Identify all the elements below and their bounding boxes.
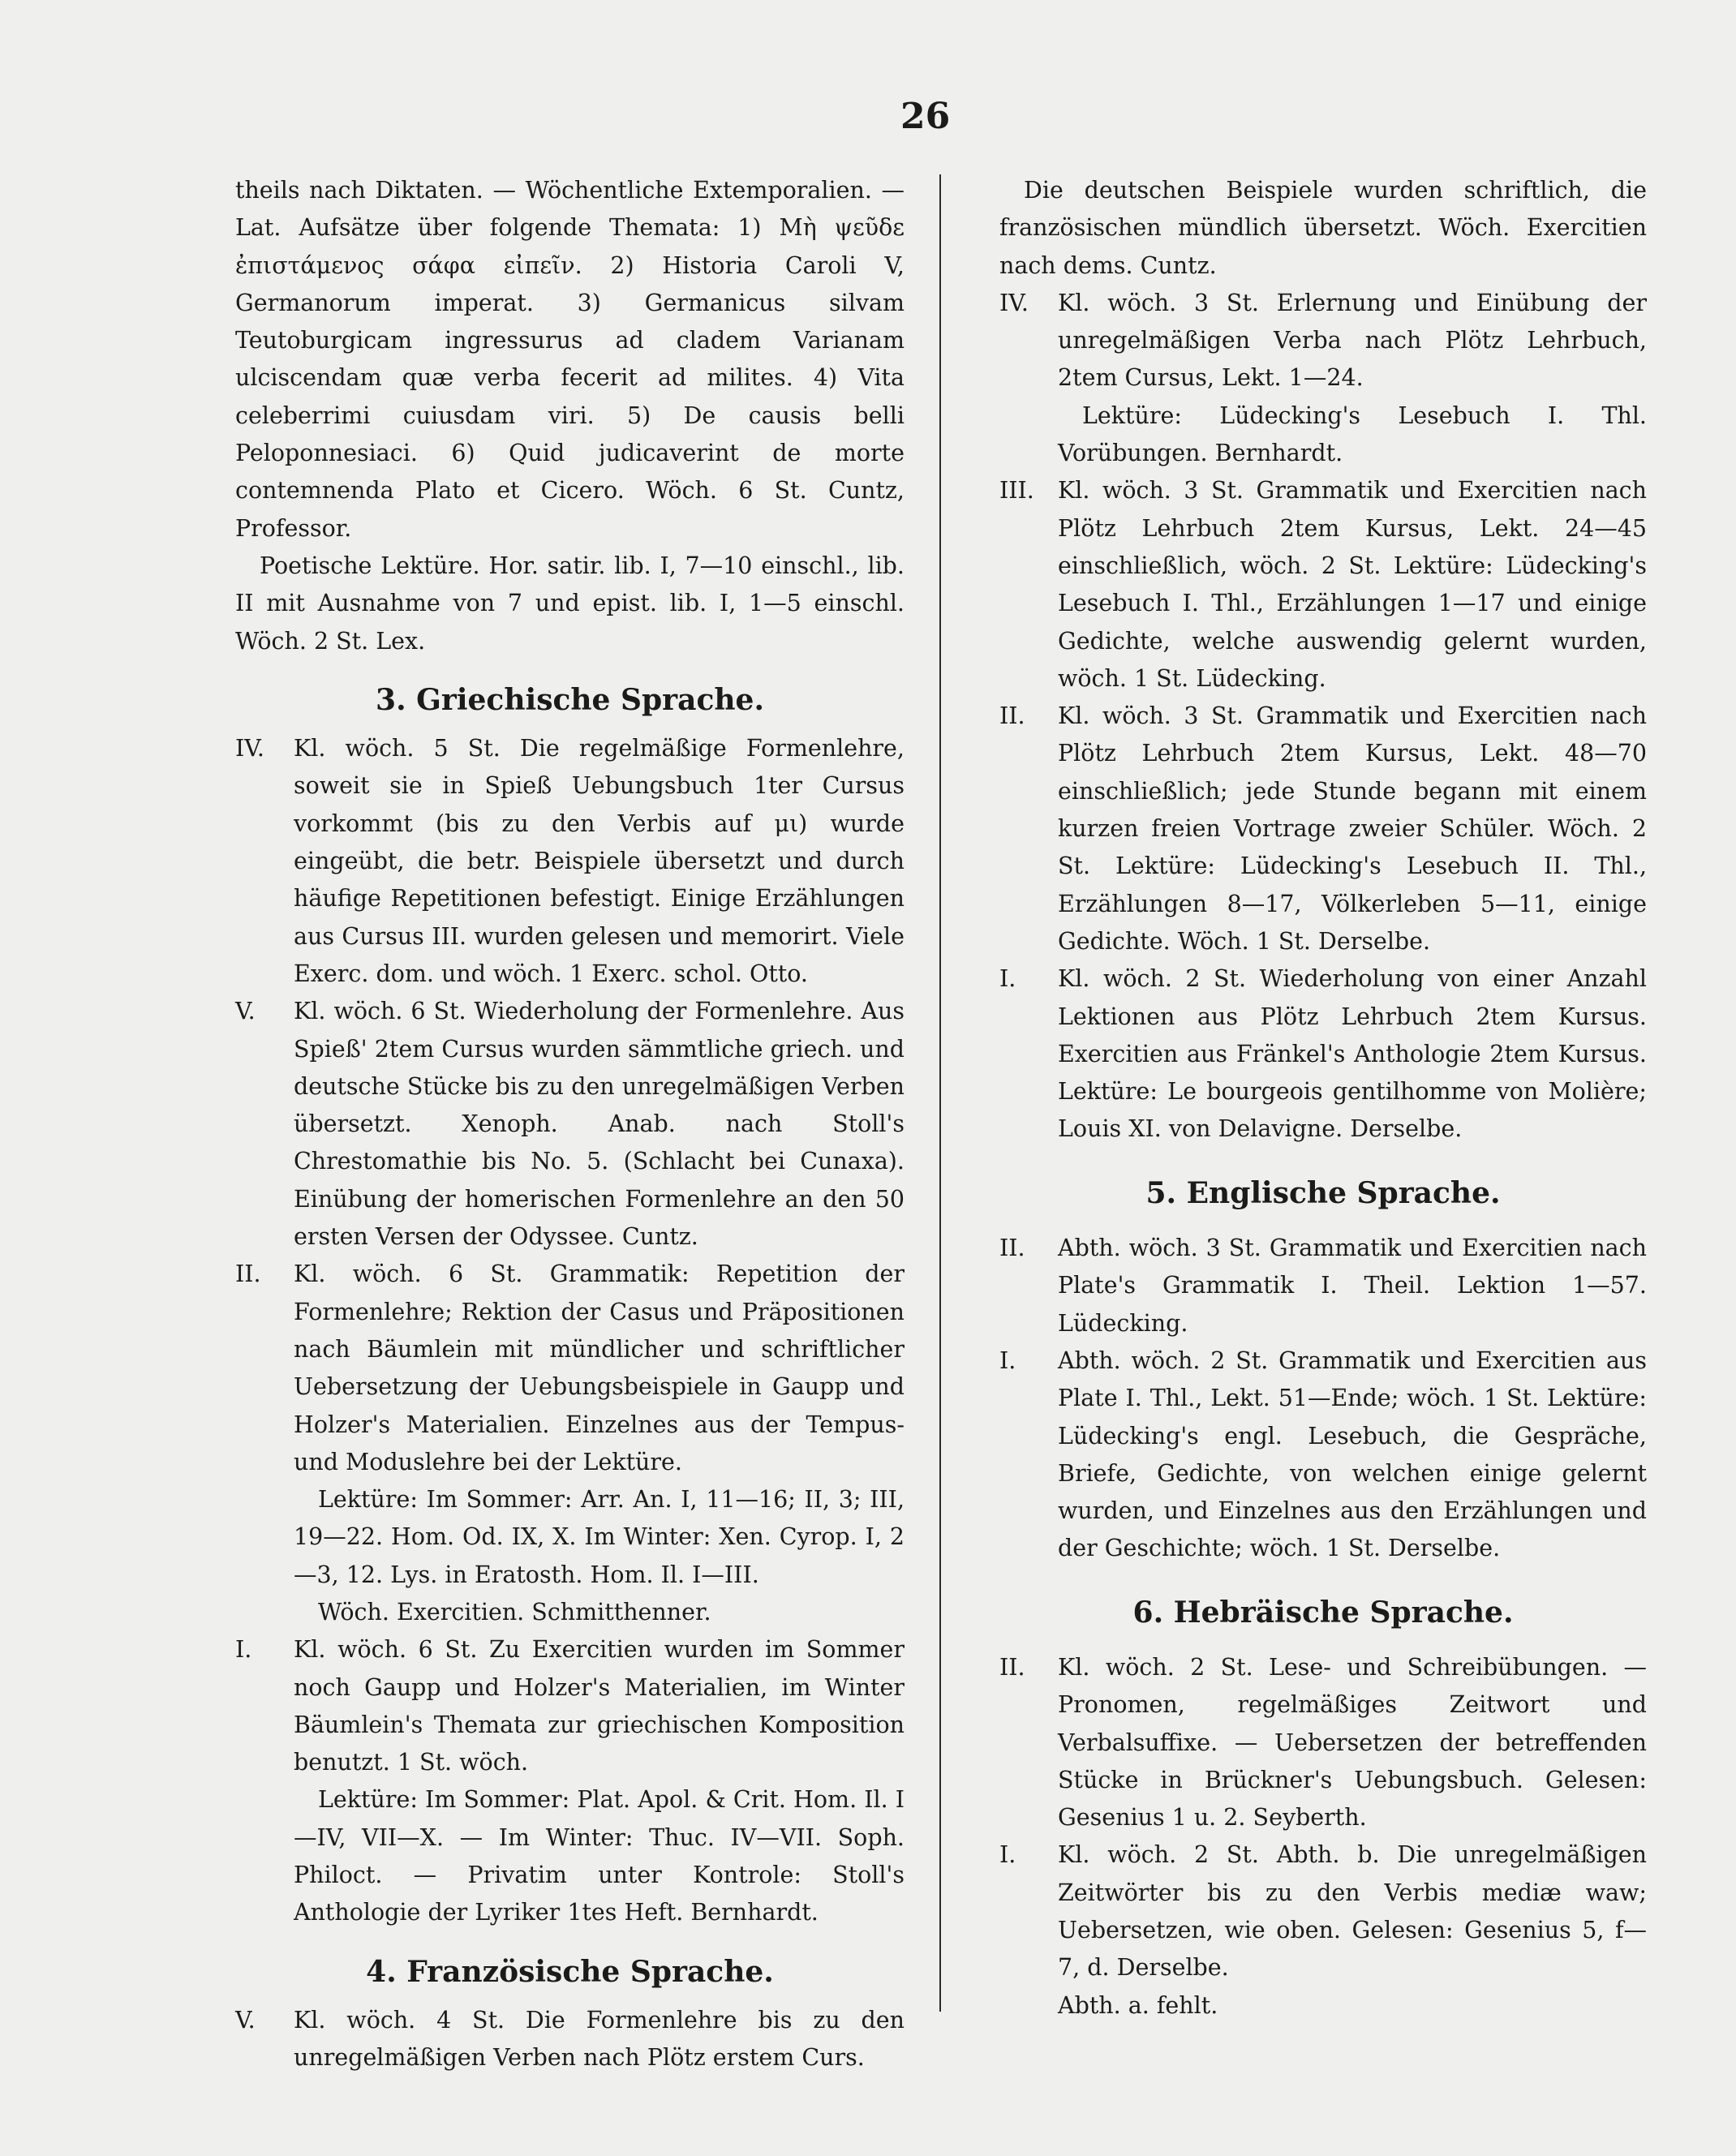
class-label: I. (235, 1636, 252, 1664)
class-label: II. (999, 1235, 1025, 1262)
class-entry-text: Kl. wöch. 3 St. Grammatik und Exercitien nach Plötz Lehrbuch 2tem Kursus, Lekt. 24—45 einschließlich, wöch. 2 St. Lektüre: Lüdecking's Lesebuch I. Thl., Erzählungen 1—17 und einige Gedichte, welche auswendig gelernt wurden, wöch. 1 St. Lüdecking. (1058, 477, 1647, 692)
class-entry-text: Kl. wöch. 2 St. Wiederholung von einer Anzahl Lektionen aus Plötz Lehrbuch 2tem Kursus. Exercitien aus Fränkel's Anthologie 2tem Kursus. Lektüre: Le bourgeois gentilhomme von Molière; Louis XI. von Delavigne. Derselbe. (1058, 965, 1647, 1143)
class-entry (999, 1836, 1647, 1986)
reading-paragraph: Lektüre: Im Sommer: Plat. Apol. & Crit. Hom. Il. I—IV, VII—X. — Im Winter: Thuc. IV—VII. Soph. Philoct. — Privatim unter Kontrole: Stoll's Anthologie der Lyriker 1tes Heft. Bernhardt. (294, 1786, 905, 1926)
class-label: IV. (235, 735, 264, 762)
class-entry-text: Kl. wöch. 2 St. Abth. b. Die unregelmäßigen Zeitwörter bis zu den Verbis mediæ waw; Uebersetzen, wie oben. Gelesen: Gesenius 5, f—7, d. Derselbe. (1058, 1841, 1647, 1982)
class-entry (235, 1631, 905, 1781)
class-label: II. (235, 1261, 261, 1288)
class-label: I. (999, 965, 1016, 993)
class-entry (999, 1342, 1647, 1568)
page-number: 26 (900, 96, 951, 137)
class-label: I. (999, 1346, 1016, 1374)
class-label: IV. (999, 289, 1029, 316)
class-label: II. (999, 702, 1025, 730)
class-entry-text: Kl. wöch. 3 St. Erlernung und Einübung der unregelmäßigen Verba nach Plötz Lehrbuch, 2tem Cursus, Lekt. 1—24. (1058, 289, 1647, 392)
section-heading-english: 5. Englische Sprache. (1145, 1175, 1501, 1210)
class-entry (235, 1256, 905, 1481)
reading-paragraph: Lektüre: Lüdecking's Lesebuch I. Thl. Vorübungen. Bernhardt. (1058, 402, 1647, 467)
class-entry-text: Kl. wöch. 6 St. Grammatik: Repetition der Formenlehre; Rektion der Casus und Präpositionen nach Bäumlein mit mündlicher und schriftlicher Uebersetzung der Uebungsbeispiele in Gaupp und Holzer's Materialien. Einzelnes aus der Tempus- und Moduslehre bei der Lektüre. (294, 1261, 905, 1475)
latin-essays-paragraph: theils nach Diktaten. — Wöchentliche Extemporalien. — Lat. Aufsätze über folgende Themata: 1) Μὴ ψεῦδε ἐπιστάμενος σάφα εἰπεῖν. 2) Historia Caroli V, Germanorum imperat. 3) Germanicus silvam Teutoburgicam ingressurus ad cladem Varianam ulciscendam quæ verba fecerit ad milites. 4) Vita celeberrimi cuiusdam viri. 5) De causis belli Peloponnesiaci. 6) Quid judicaverint de morte contemnenda Plato et Cicero. Wöch. 6 St. Cuntz, Professor. (235, 177, 905, 542)
class-entry-text: Kl. wöch. 5 St. Die regelmäßige Formenlehre, soweit sie in Spieß Uebungsbuch 1ter Cursus vorkommt (bis zu den Verbis auf μι) wurde eingeübt, die betr. Beispiele übersetzt und durch häufige Repetitionen befestigt. Einige Erzählungen aus Cursus III. wurden gelesen und memorirt. Viele Exerc. dom. und wöch. 1 Exerc. schol. Otto. (294, 735, 905, 987)
continuation-paragraph: Die deutschen Beispiele wurden schriftlich, die französischen mündlich übersetzt. Wöch. Exercitien nach dems. Cuntz. (999, 177, 1647, 279)
class-entry (235, 730, 905, 993)
section-heading-hebrew: 6. Hebräische Sprache. (1132, 1595, 1514, 1630)
class-label: I. (999, 1841, 1016, 1869)
reading-paragraph: Lektüre: Im Sommer: Arr. An. I, 11—16; II, 3; III, 19—22. Hom. Od. IX, X. Im Winter: Xen. Cyrop. I, 2—3, 12. Lys. in Eratosth. Hom. Il. I—III. (294, 1486, 905, 1588)
poetic-reading-paragraph: Poetische Lektüre. Hor. satir. lib. I, 7—10 einschl., lib. II mit Ausnahme von 7 und epist. lib. I, 1—5 einschl. Wöch. 2 St. Lex. (235, 552, 905, 655)
class-entry-text: Abth. wöch. 3 St. Grammatik und Exercitien nach Plate's Grammatik I. Theil. Lektion 1—57. Lüdecking. (1058, 1235, 1647, 1337)
class-entry-text: Abth. wöch. 2 St. Grammatik und Exercitien aus Plate I. Thl., Lekt. 51—Ende; wöch. 1 St. Lektüre: Lüdecking's engl. Lesebuch, die Gespräche, Briefe, Gedichte, von welchen einige gelernt wurden, und Einzelnes aus den Erzählungen und der Geschichte; wöch. 1 St. Derselbe. (1058, 1346, 1647, 1562)
class-entry-text: Kl. wöch. 6 St. Wiederholung der Formenlehre. Aus Spieß' 2tem Cursus wurden sämmtliche griech. und deutsche Stücke bis zu den unregelmäßigen Verben übersetzt. Xenoph. Anab. nach Stoll's Chrestomathie bis No. 5. (Schlacht bei Cunaxa). Einübung der homerischen Formenlehre an den 50 ersten Versen der Odyssee. Cuntz. (294, 998, 905, 1251)
class-entry-text: Kl. wöch. 2 St. Lese- und Schreibübungen. — Pronomen, regelmäßiges Zeitwort und Verbalsuffixe. — Uebersetzen der betreffenden Stücke in Brückner's Uebungsbuch. Gelesen: Gesenius 1 u. 2. Seyberth. (1058, 1653, 1647, 1832)
class-entry-text: Kl. wöch. 6 St. Zu Exercitien wurden im Sommer noch Gaupp und Holzer's Materialien, im Winter Bäumlein's Themata zur griechischen Komposition benutzt. 1 St. wöch. (294, 1636, 905, 1776)
class-entry (999, 1230, 1647, 1342)
note-paragraph: Abth. a. fehlt. (1058, 1991, 1218, 2019)
class-label: II. (999, 1653, 1025, 1681)
class-label: V. (235, 2006, 256, 2034)
class-entry (999, 698, 1647, 960)
column-divider (939, 174, 941, 2012)
class-entry (235, 993, 905, 1256)
class-entry (999, 472, 1647, 698)
class-entry (999, 285, 1647, 397)
left-column (235, 172, 905, 2077)
class-entry (999, 1649, 1647, 1836)
class-entry (999, 960, 1647, 1148)
section-heading-french: 4. Französische Sprache. (366, 1954, 774, 1989)
class-label: V. (235, 998, 256, 1025)
class-label: III. (999, 477, 1034, 505)
right-column (999, 172, 1647, 2025)
class-entry-text: Kl. wöch. 4 St. Die Formenlehre bis zu den unregelmäßigen Verben nach Plötz erstem Curs. (294, 2006, 905, 2072)
exercises-paragraph: Wöch. Exercitien. Schmitthenner. (318, 1598, 711, 1626)
class-entry (235, 2002, 905, 2077)
section-heading-greek: 3. Griechische Sprache. (376, 682, 764, 717)
class-entry-text: Kl. wöch. 3 St. Grammatik und Exercitien nach Plötz Lehrbuch 2tem Kursus, Lekt. 48—70 einschließlich; jede Stunde begann mit einem kurzen freien Vortrage zweier Schüler. Wöch. 2 St. Lektüre: Lüdecking's Lesebuch II. Thl., Erzählungen 8—17, Völkerleben 5—11, einige Gedichte. Wöch. 1 St. Derselbe. (1058, 702, 1647, 955)
